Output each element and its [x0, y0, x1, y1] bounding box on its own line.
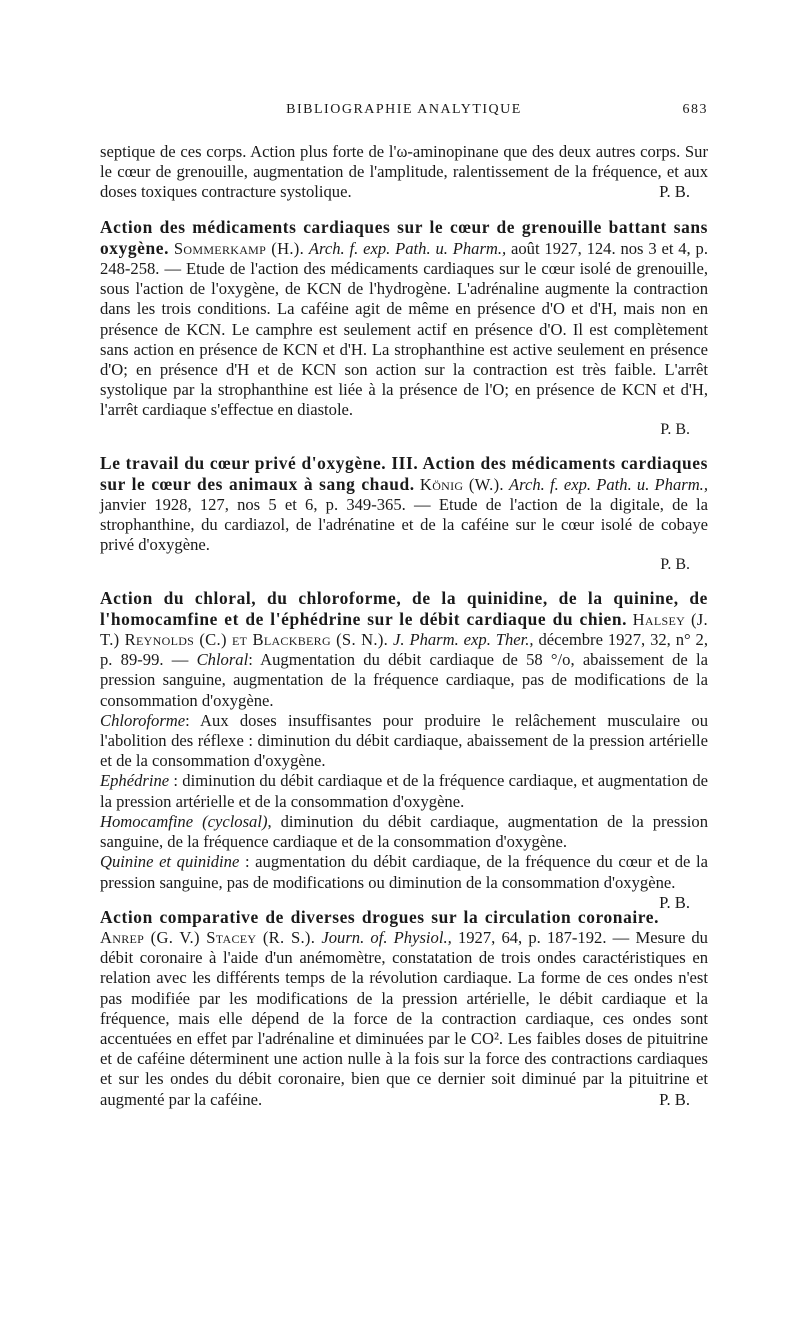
signature: P. B. [659, 1089, 690, 1109]
drug-effect: : Aux doses insuffisantes pour produire le relâchement musculaire ou l'abolition des réflexe : diminution du débit cardiaque, abaissement de la pression artérielle et de la consommation d'oxygène. [100, 710, 708, 771]
entry-title: Action du chloral, du chloroforme, de la quinidine, de la quinine, de l'homocamfine et de l'éphédrine sur le débit cardiaque du chien. [100, 587, 708, 629]
signature: P. B. [660, 420, 690, 438]
signature: P. B. [659, 892, 690, 912]
drug-effect: : Augmentation du débit cardiaque de 58 °/o, abaissement de la pression sanguine, augmentation de la fréquence cardiaque, pas de modifications de la consommation d'oxygène. [100, 650, 708, 710]
running-header [100, 102, 708, 128]
entry-journal: Arch. f. exp. Path. u. Pharm., [308, 238, 507, 258]
bibliography-entry [100, 587, 709, 912]
entry-authors: Sommerkamp (H.). [173, 238, 305, 258]
entry-authors: König (W.). [419, 474, 504, 494]
entry-title: Action des médicaments cardiaques sur le cœur de grenouille battant sans oxygène. [100, 216, 708, 258]
drug-effect: : augmentation du débit cardiaque, de la fréquence du cœur et de la pression sanguine, pas de modifications ou diminution de la consommation d'oxygène. [100, 852, 708, 892]
drug-term: Homocamfine (cyclosal) [100, 811, 268, 831]
continuation-paragraph [100, 142, 708, 203]
drug-term: Chloral [196, 650, 249, 670]
signature: P. B. [660, 555, 690, 573]
entry-citation: 1927, 64, p. 187-192. — [457, 927, 630, 947]
drug-term: Quinine et quinidine [100, 852, 240, 872]
entry-journal: Journ. of. Physiol., [321, 927, 452, 947]
signature: P. B. [659, 182, 690, 202]
bibliography-entry [100, 907, 708, 1110]
drug-term: Ephédrine [100, 771, 170, 791]
drug-effect: , diminution du débit cardiaque, augmentation de la pression sanguine, de la fréquence cardiaque et de la consommation d'oxygène. [100, 811, 709, 852]
entry-authors: Halsey (J. T.) Reynolds (C.) et Blackberg (S. N.). [100, 609, 708, 650]
running-title: BIBLIOGRAPHIE ANALYTIQUE [286, 102, 522, 117]
bibliography-entry [100, 453, 708, 574]
entry-citation: décembre 1927, 32, n° 2, p. 89-99. — [100, 630, 708, 670]
entry-authors: Anrep (G. V.) Stacey (R. S.). [100, 927, 316, 947]
entry-citation: janvier 1928, 127, nos 5 et 6, p. 349-365. — [100, 495, 431, 515]
entry-body: Etude de l'action de la digitale, de la strophanthine, du cardiazol, de l'adrénatine et de la caféine sur le cœur isolé de cobaye privé d'oxygène. [100, 495, 708, 555]
drug-effect: : diminution du débit cardiaque et de la fréquence cardiaque, et augmentation de la pression artérielle et de la consommation d'oxygène. [100, 771, 708, 811]
continuation-text: septique de ces corps. Action plus forte de l'ω-aminopinane que des deux autres corps. Sur le cœur de grenouille, augmentation de l'amplitude, ralentissement de la fréquence, et aux doses toxiques contracture systolique. [100, 142, 708, 202]
entry-title: Le travail du cœur privé d'oxygène. III. Action des médicaments cardiaques sur le cœur des animaux à sang chaud. [100, 452, 708, 494]
page-number: 683 [682, 102, 708, 117]
entry-citation: août 1927, 124. nos 3 et 4, p. 248-258. — [100, 238, 708, 279]
bibliography-entry [100, 217, 708, 439]
entry-journal: Arch. f. exp. Path. u. Pharm., [509, 474, 708, 494]
entry-title: Action comparative de diverses drogues sur la circulation coronaire. [100, 906, 660, 927]
drug-term: Chloroforme [100, 710, 186, 730]
entry-body: Etude de l'action des médicaments cardiaques sur le cœur isolé de grenouille, sous l'action de l'oxygène, de KCN de l'hydrogène. L'adrénaline augmente la contraction dans les trois conditions. La caféine agit de même en présence d'O et d'H, mais non en présence de KCN. Le camphre est seulement actif en présence d'O. Il est complètement sans action en présence de KCN et d'H. La strophanthine est active seulement en présence d'O; en présence d'H et de KCN son action sur la contraction est très faible. L'arrêt systolique par la strophanthine est liée à la présence de l'O; en présence de KCN et d'H, l'arrêt cardiaque s'effectue en diastole. [100, 259, 708, 420]
entry-body: Mesure du débit coronaire à l'aide d'un anémomètre, constatation de trois ondes caractéristiques en relation avec les différents temps de la révolution cardiaque. La forme de ces ondes n'est pas modifiée par les modifications de la pression artérielle, le débit cardiaque et la fréquence, mais elle dépend de la force de la contraction cardiaque, ces ondes sont accentuées en effet par l'adrénaline et diminuées par le CO². Les faibles doses de pituitrine et de caféine déterminent une action nulle à la fois sur la force des contractions cardiaques et sur les ondes du débit coronaire, bien que ce dernier soit diminué par la pituitrine et augmenté par la caféine. [100, 927, 708, 1109]
entry-journal: J. Pharm. exp. Ther., [393, 630, 534, 650]
